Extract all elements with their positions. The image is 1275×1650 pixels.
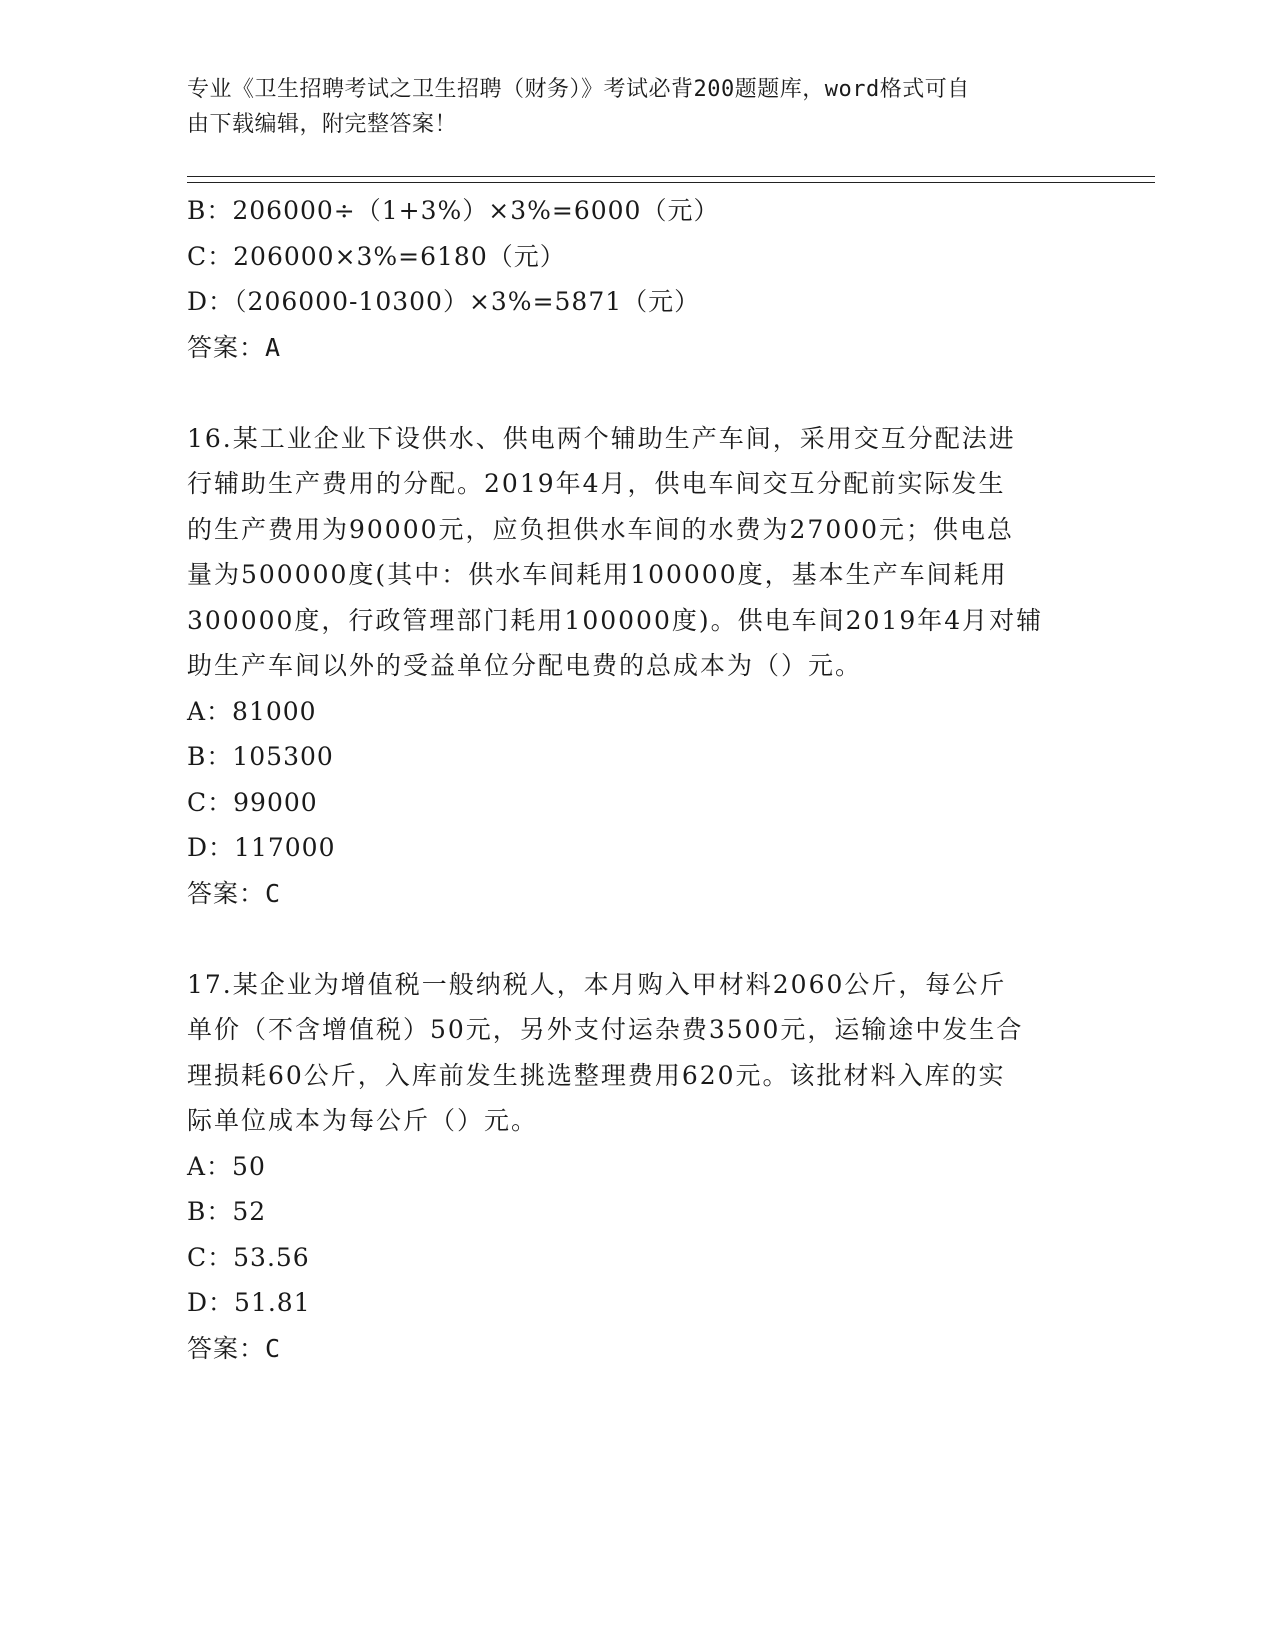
question-17 xyxy=(187,962,1087,1372)
option-c: C：99000 xyxy=(187,787,318,817)
spacer xyxy=(187,916,1087,962)
question-line: 理损耗60公斤，入库前发生挑选整理费用620元。该批材料入库的实 xyxy=(187,1060,1006,1090)
header-divider-top xyxy=(187,176,1155,177)
answer-line: 答案：C xyxy=(187,878,282,908)
option-b: B：105300 xyxy=(187,742,334,771)
option-a: A：50 xyxy=(187,1151,266,1181)
option-c: C：206000×3%=6180（元） xyxy=(187,241,566,271)
option-b: B：206000÷（1+3%）×3%=6000（元） xyxy=(187,196,720,225)
question-text xyxy=(187,962,1087,1144)
option-c: C：53.56 xyxy=(187,1242,310,1272)
header-line-2: 由下载编辑，附完整答案！ xyxy=(187,112,458,137)
answer-line: 答案：A xyxy=(187,332,282,362)
question-line: 行辅助生产费用的分配。2019年4月，供电车间交互分配前实际发生 xyxy=(187,469,1006,498)
question-line: 量为500000度(其中：供水车间耗用100000度，基本生产车间耗用 xyxy=(187,560,1008,589)
option-a: A：81000 xyxy=(187,696,317,726)
question-text xyxy=(187,416,1087,689)
question-line: 16.某工业企业下设供水、供电两个辅助生产车间，采用交互分配法进 xyxy=(187,423,1016,453)
document-header xyxy=(187,72,1067,142)
question-line: 300000度，行政管理部门耗用100000度)。供电车间2019年4月对辅 xyxy=(187,605,1044,635)
header-line-1: 专业《卫生招聘考试之卫生招聘（财务）》考试必背200题题库，word格式可自 xyxy=(187,77,970,102)
document-body xyxy=(187,188,1087,1371)
option-d: D：51.81 xyxy=(187,1288,311,1317)
option-d: D：（206000-10300）×3%=5871（元） xyxy=(187,287,701,316)
option-b: B：52 xyxy=(187,1197,267,1226)
option-d: D：117000 xyxy=(187,833,336,862)
question-line: 际单位成本为每公斤（）元。 xyxy=(187,1106,539,1135)
question-line: 助生产车间以外的受益单位分配电费的总成本为（）元。 xyxy=(187,651,863,680)
answer-line: 答案：C xyxy=(187,1333,282,1363)
question-line: 17.某企业为增值税一般纳税人，本月购入甲材料2060公斤，每公斤 xyxy=(187,969,1007,999)
question-line: 的生产费用为90000元，应负担供水车间的水费为27000元；供电总 xyxy=(187,514,1015,544)
question-15-tail xyxy=(187,188,1087,370)
question-line: 单价（不含增值税）50元，另外支付运杂费3500元，运输途中发生合 xyxy=(187,1015,1024,1044)
question-16 xyxy=(187,416,1087,917)
spacer xyxy=(187,370,1087,416)
header-divider-bottom xyxy=(187,182,1155,183)
